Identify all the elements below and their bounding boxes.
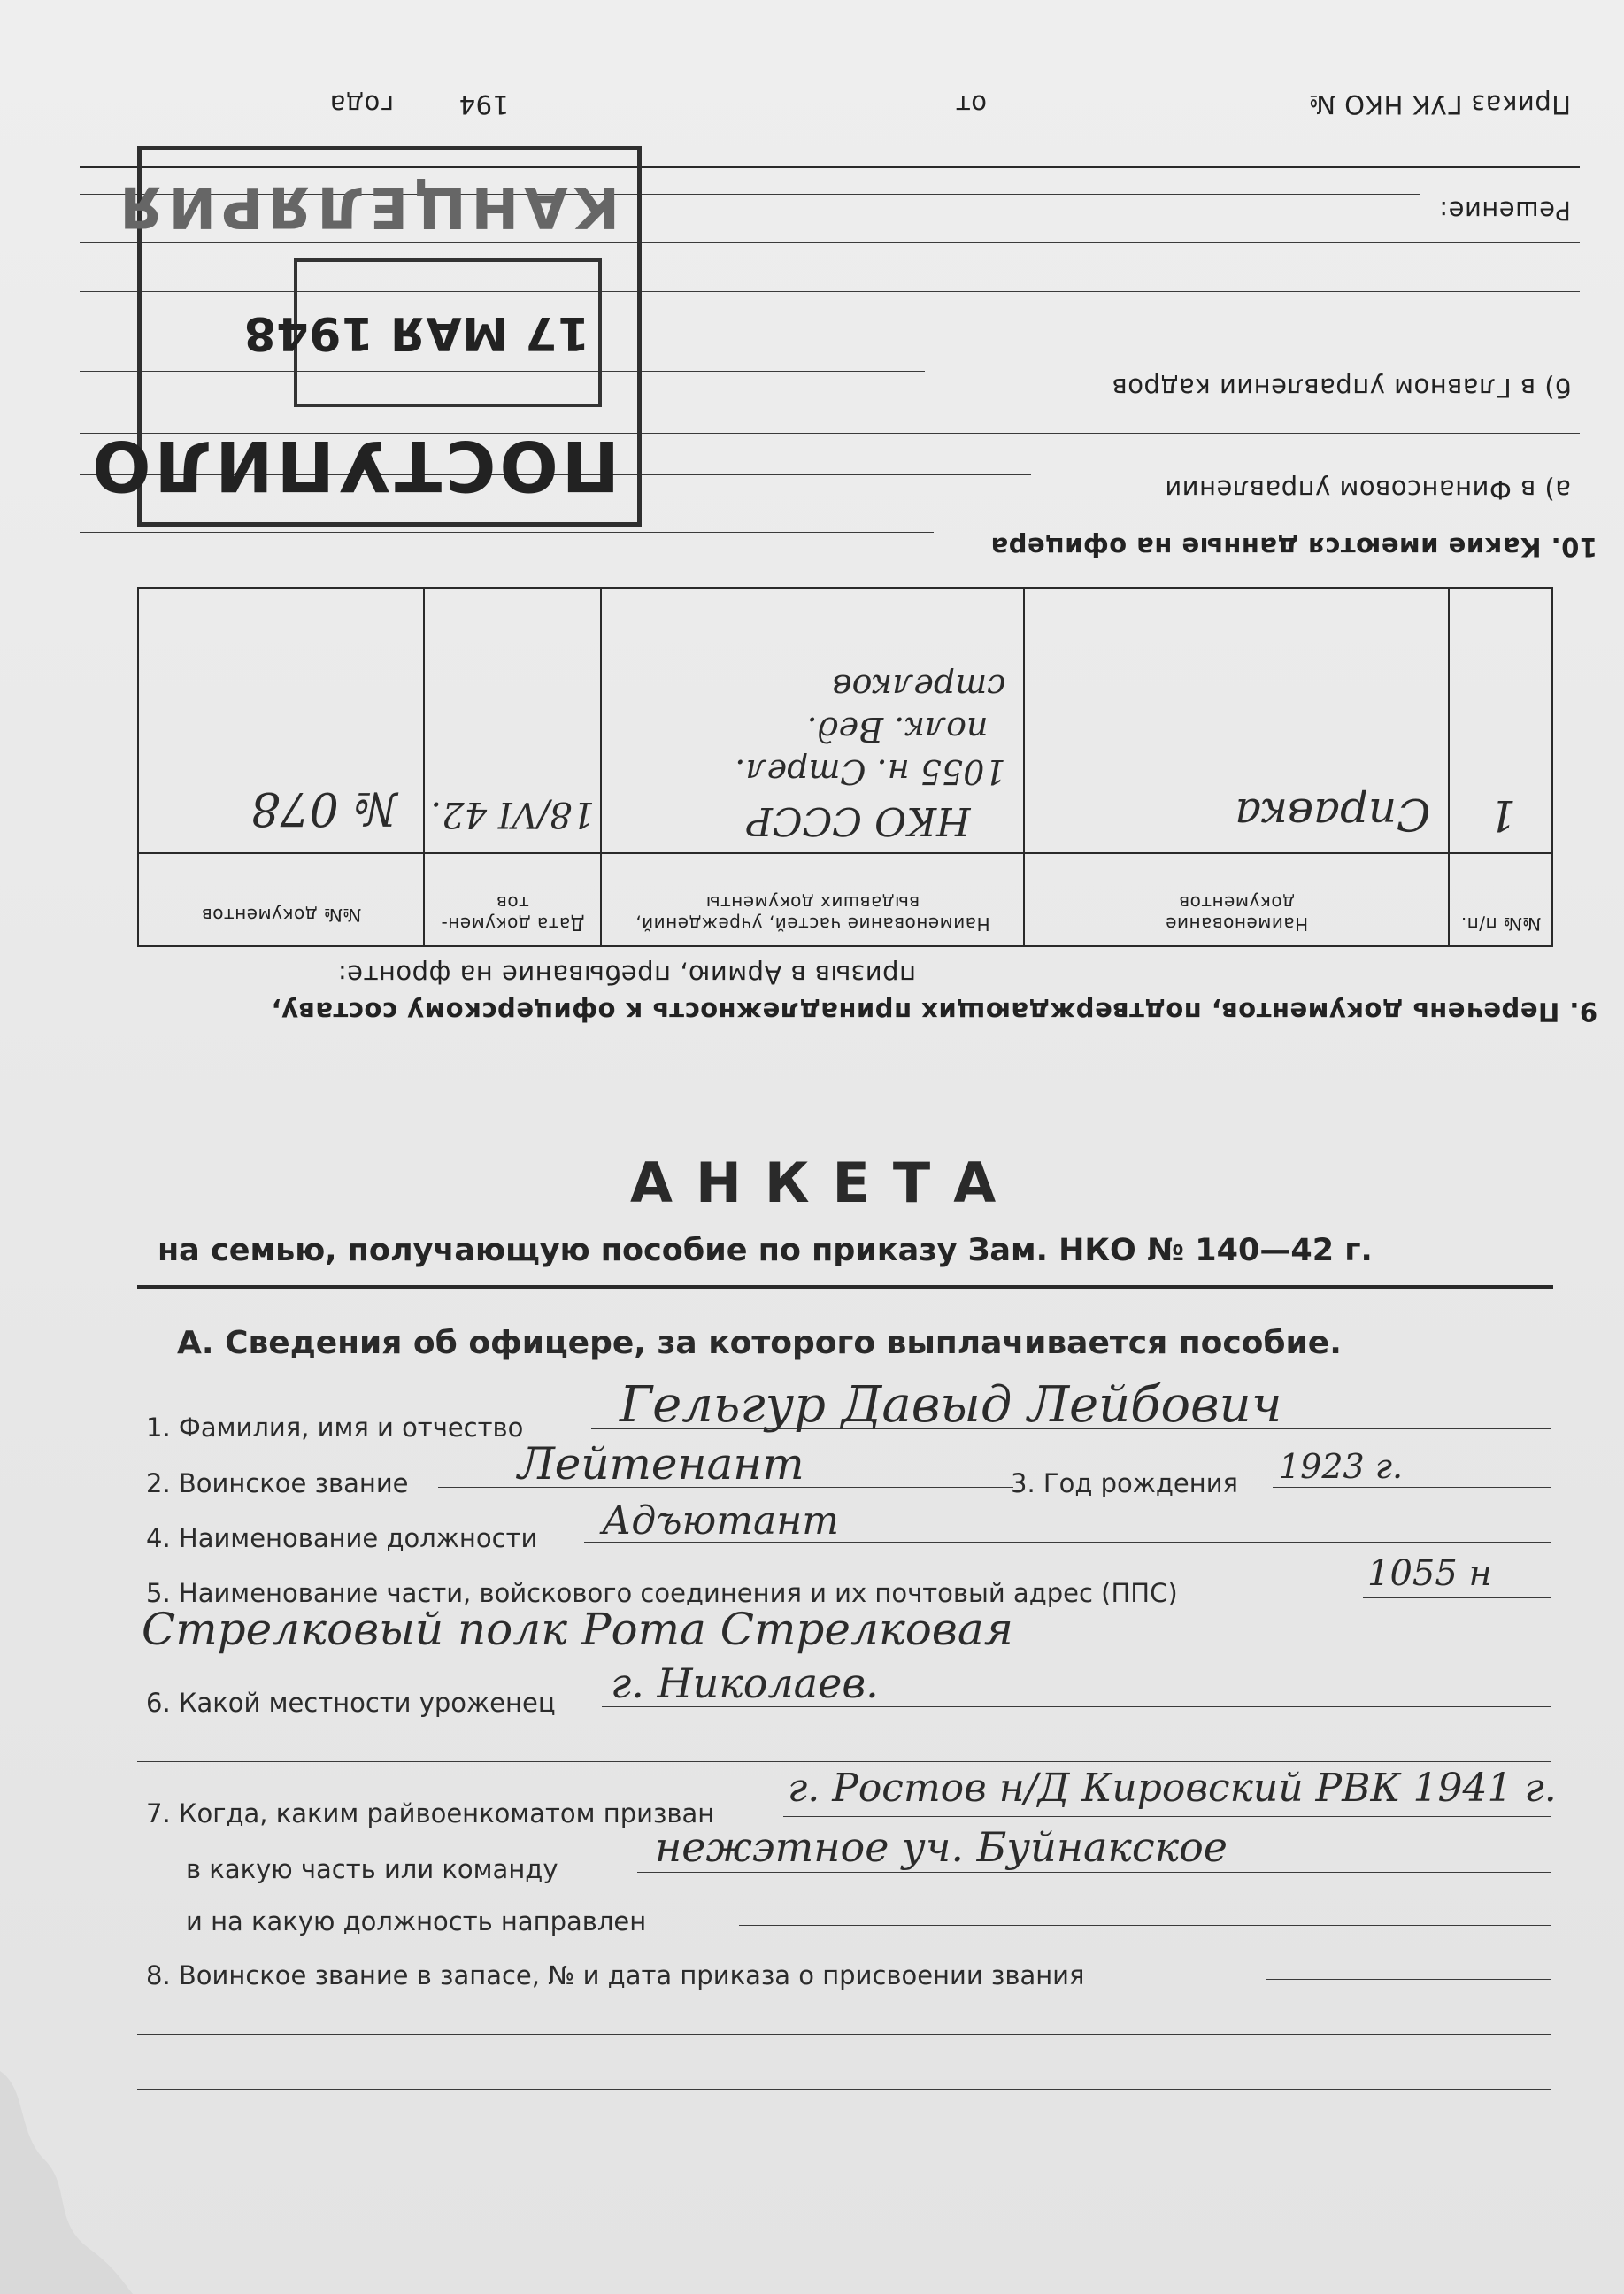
field-5-line: [1363, 1597, 1551, 1598]
field-7-value: г. Ростов н/Д Кировский РВК 1941 г.: [788, 1766, 1557, 1811]
field-3-label: 3. Год рождения: [1011, 1468, 1239, 1498]
section-a-heading: А. Сведения об офицере, за которого выплачивается пособие.: [177, 1325, 1342, 1361]
field-1-value: Гельгур Давыд Лейбович: [620, 1376, 1282, 1434]
field-7c-label: и на какую должность направлен: [186, 1906, 647, 1936]
stamp-line3: КАНЦЕЛЯРИЯ: [114, 173, 620, 239]
order-prefix: Приказ ГУК НКО №: [1308, 89, 1571, 119]
table-row: [138, 588, 1552, 853]
field-3-line: [1273, 1487, 1551, 1488]
field-6-line-2: [137, 1761, 1551, 1762]
item-10-line: [80, 532, 934, 533]
table-cell-num: 1: [1449, 588, 1552, 853]
field-2-value: Лейтенант: [518, 1438, 804, 1490]
stamp-date: 17 МАЯ 1948: [243, 306, 589, 359]
order-year-prefix: 194: [458, 89, 509, 119]
field-8-line-2: [137, 2034, 1551, 2035]
table-header-cell: Наименование частей, учреждений, выдавших документы: [601, 853, 1025, 946]
field-2-label: 2. Воинское звание: [146, 1468, 409, 1498]
documents-table: [137, 587, 1553, 947]
field-4-label: 4. Наименование должности: [146, 1523, 538, 1553]
order-from: от: [955, 89, 987, 119]
table-header-cell: №№ п/п.: [1449, 853, 1552, 946]
item-9-line1: 9. Перечень документов, подтверждающих принадлежность к офицерскому составу,: [271, 997, 1597, 1027]
field-8-line: [1266, 1979, 1551, 1980]
field-8-line-3: [137, 2089, 1551, 2090]
field-5-label: 5. Наименование части, войскового соединения и их почтовый адрес (ППС): [146, 1578, 1178, 1608]
field-7b-label: в какую часть или команду: [186, 1854, 558, 1884]
field-4-value: Адъютант: [602, 1498, 839, 1543]
table-header-row: [138, 853, 1552, 946]
field-7-line: [783, 1816, 1551, 1817]
field-1-label: 1. Фамилия, имя и отчество: [146, 1413, 524, 1443]
field-6-value: г. Николаев.: [611, 1659, 879, 1707]
item-b: б) в Главном управлении кадров: [1112, 373, 1571, 403]
stamp-date-box: [243, 258, 602, 407]
stamp-line1: ПОСТУПИЛО: [89, 425, 620, 504]
field-8-label: 8. Воинское звание в запасе, № и дата приказа о присвоении звания: [146, 1960, 1085, 1990]
table-cell-date: 18/VI 42.: [424, 588, 600, 853]
table-header-cell: №№ документов: [138, 853, 424, 946]
received-stamp: [89, 146, 642, 527]
field-6-label: 6. Какой местности уроженец: [146, 1688, 556, 1718]
inverted-section: [0, 0, 1624, 1053]
table-cell-docnum: № 078: [138, 588, 424, 853]
torn-corner: [0, 2036, 177, 2294]
order-year-suffix: года: [329, 89, 394, 119]
field-7c-line: [739, 1925, 1551, 1926]
table-header-cell: Дата докумен-тов: [424, 853, 600, 946]
item-a: а) в Финансовом управлении: [1164, 474, 1571, 504]
decision-label: Решение:: [1438, 196, 1571, 226]
field-7-label: 7. Когда, каким райвоенкоматом призван: [146, 1798, 715, 1828]
field-5-value-a: 1055 н: [1367, 1553, 1492, 1594]
table-cell-issuer: НКО СССР 1055 н. Стрел. полк. Вед. стрелков: [601, 588, 1025, 853]
form-subtitle: на семью, получающую пособие по приказу Зам. НКО № 140—42 г.: [158, 1233, 1373, 1268]
table-cell-docname: Справка: [1025, 588, 1450, 853]
item-9-line2: призыв в Армию, пребывание на фронте:: [337, 959, 916, 989]
field-5-value-b: Стрелковый полк Рота Стрелковая: [142, 1604, 1013, 1655]
subtitle-rule: [137, 1285, 1553, 1289]
item-10: 10. Какие имеются данные на офицера: [990, 532, 1597, 562]
form-title: АНКЕТА: [630, 1151, 1020, 1215]
field-7b-line: [637, 1872, 1551, 1873]
table-header-cell: Наименование документов: [1025, 853, 1450, 946]
field-3-value: 1923 г.: [1279, 1447, 1404, 1486]
field-7b-value: нежэтное уч. Буйнакское: [655, 1823, 1228, 1871]
